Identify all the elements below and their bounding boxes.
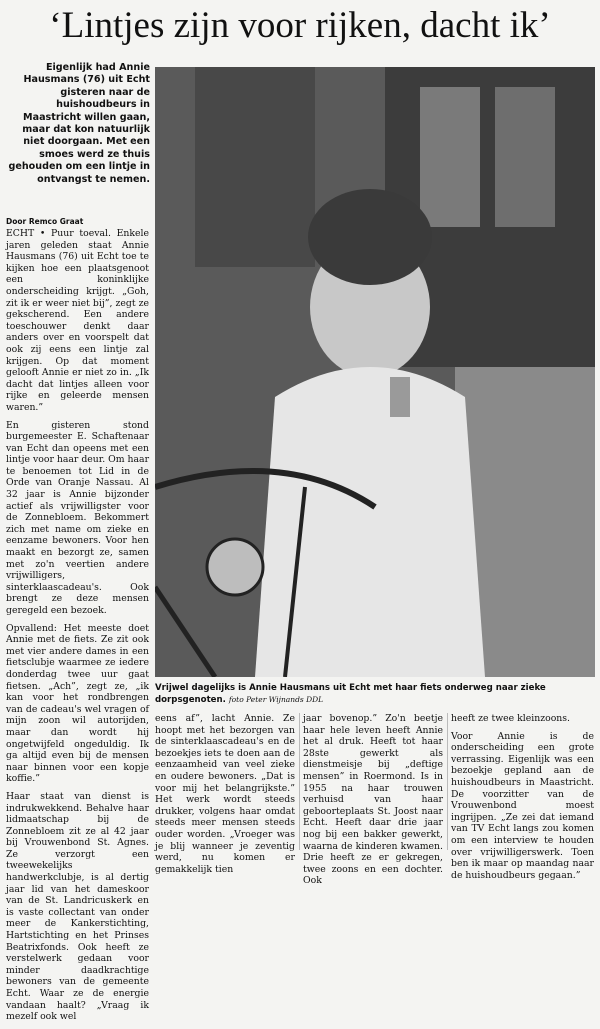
paragraph: Opvallend: Het meeste doet Annie met de fiets. Ze zit ook met vier andere dames in een fietsclubje waarmee ze iedere donderdag twee uur gaat fietsen. „Ach”, zegt ze, „ik kan voor het rondbrengen van de cadeau's wel vragen of mijn zoon wil autorijden, maar dan wordt hij ongetwijfeld ongeduldig. Ik ga altijd even bij de mensen naar binnen voor een kopje koffie.” [6,622,149,785]
paragraph: En gisteren stond burgemeester E. Schaftenaar van Echt dan opeens met een lintje voor haar deur. Om haar te benoemen tot Lid in de Orde van Oranje Nassau. Al 32 jaar is Annie bijzonder actief als vrijwilligster voor de Zonnebloem. Bekommert zich met name om zieke en eenzame bewoners. Voor hen maakt en bezorgt ze, samen met zo'n veertien andere vrijwilligers, sinterklaascadeau's. Ook brengt ze deze mensen geregeld een bezoek. [6,419,150,616]
paragraph: heeft ze twee kleinzoons. [451,713,571,724]
paragraph: Voor Annie is de onderscheiding een grote verrassing. Eigenlijk was een bezoekje gepland aan de huishoudbeurs in Maastricht. De voorzitter van de Vrouwenbond moest ingrijpen. „Ze zei dat iemand van TV Echt langs zou komen om een interview te houden over vrijwilligerswerk. Toen ben ik maar op maandag naar de huishoudbeurs gegaan.” [451,730,594,881]
article-column-3 [303,713,443,893]
photo-illustration [155,67,595,677]
headline: ‘Lintjes zijn voor rijken, dacht ik’ [49,5,551,46]
paragraph: jaar bovenop.” Zo'n beetje haar hele leven heeft Annie het al druk. Heeft tot haar 28ste gewerkt als dienstmeisje bij „deftige mensen” in Roermond. Is in 1955 na haar trouwen verhuisd van haar geboorteplaats St. Joost naar Echt. Heeft daar drie jaar nog bij een bakker gewerkt, waarna de kinderen kwamen. Drie heeft ze er gekregen, twee zoons en een dochter. Ook [303,713,443,887]
article-column-2 [155,713,295,881]
article-column-1 [6,228,149,1029]
paragraph: Haar staat van dienst is indrukwekkend. Behalve haar lidmaatschap bij de Zonnebloem zit ze al 42 jaar bij Vrouwenbond St. Agnes. Ze verzorgt een tweewekelijks handwerkclubje, is al dertig jaar lid van het dameskoor van de St. Landricuskerk en is vaste collectant van onder meer de Kankerstichting, Hartstichting en het Prinses Beatrixfonds. Ook heeft ze verstelwerk gedaan voor minder daadkrachtige bewoners van de gemeente Echt. Waar ze de energie vandaan haalt? „Vraag ik mezelf ook wel [6,790,149,1023]
paragraph: ECHT • Puur toeval. Enkele jaren geleden staat Annie Hausmans (76) uit Echt toe te kijken hoe een plaatsgenoot een koninklijke onderscheiding krijgt. „Goh, zit ik er weer niet bij”, zegt ze gekscherend. Een andere toeschouwer denkt daar anders over en voorspelt dat ook zij eens een lintje zal krijgen. Op dat moment gelooft Annie er niet zo in. „Ik dacht dat lintjes alleen voor rijke en geleerde mensen waren.” [6,228,149,413]
photo-caption [155,683,595,706]
photo-credit: foto Peter Wijnands DDL [228,695,324,704]
intro-text: Eigenlijk had Annie Hausmans (76) uit Echt gisteren naar de huishoudbeurs in Maastricht willen gaan, maar dat kon natuurlijk niet doorgaan. Met een smoes werd ze thuis gehouden om een lintje in ontvangst te nemen. [8,62,150,185]
paragraph: eens af”, lacht Annie. Ze hoopt met het bezorgen van de sinterklaascadeau's en de bezoekjes iets te doen aan de eenzaamheid van veel zieke en oudere bewoners. „Dat is voor mij het belangrijkste.” Het werk wordt steeds drukker, volgens haar omdat steeds meer mensen steeds ouder worden. „Vroeger was je blij wanneer je zeventig werd, nu komen er gemakkelijk tien [155,713,295,875]
column-divider [447,713,448,850]
column-divider [299,713,300,850]
caption-text: Vrijwel dagelijks is Annie Hausmans uit Echt met haar fiets onderweg naar zieke dorpsgenoten. [155,683,546,705]
article-column-4 [451,713,594,887]
article-photo [155,67,595,677]
byline: Door Remco Graat [6,217,84,226]
